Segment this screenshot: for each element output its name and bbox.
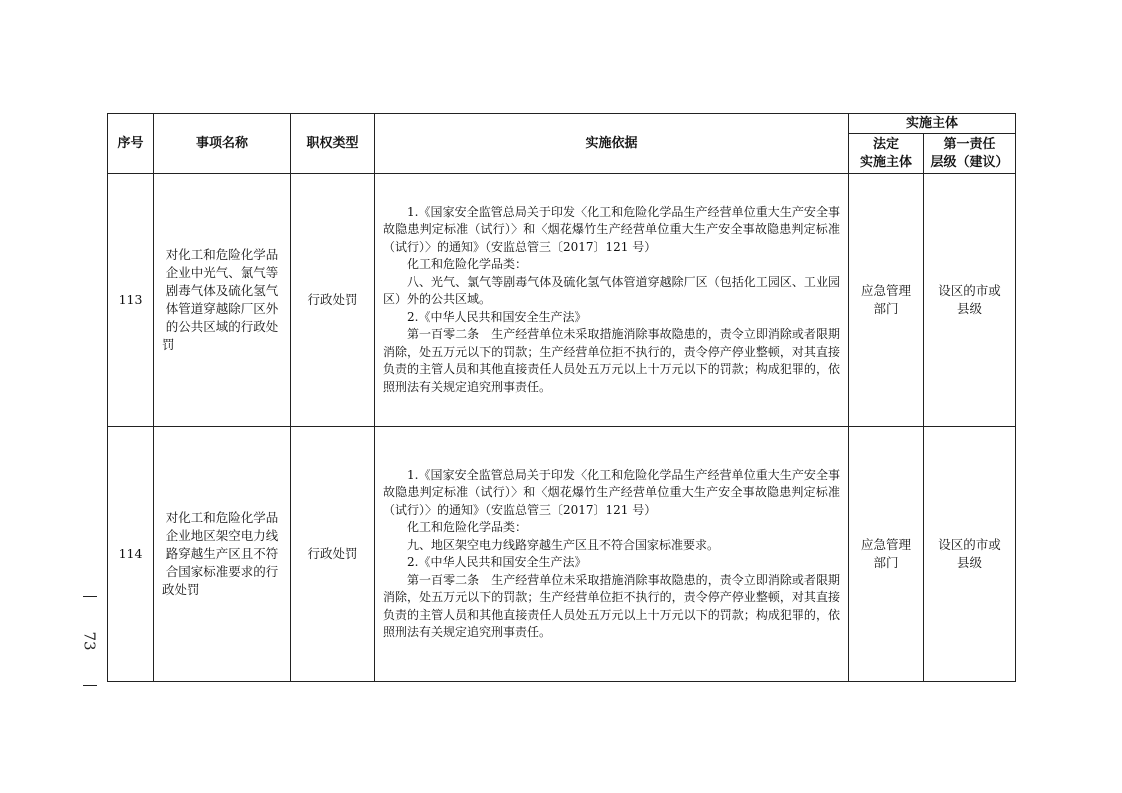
row-legal-subject: 应急管理部门 bbox=[849, 174, 924, 427]
row-first-level: 设区的市或县级 bbox=[924, 427, 1016, 682]
page-number bbox=[78, 596, 102, 686]
basis-paragraph: 八、光气、氯气等剧毒气体及硫化氢气体管道穿越除厂区（包括化工园区、工业园区）外的公共区域。 bbox=[383, 274, 840, 307]
basis-paragraph: 九、地区架空电力线路穿越生产区且不符合国家标准要求。 bbox=[407, 537, 720, 552]
header-seq: 序号 bbox=[108, 114, 154, 174]
basis-paragraph: 化工和危险化学品类： bbox=[407, 257, 528, 272]
row-item-name: 对化工和危险化学品企业中光气、氯气等剧毒气体及硫化氢气体管道穿越除厂区外的公共区域的行政处罚 bbox=[154, 174, 291, 427]
basis-paragraph: 1.《国家安全监管总局关于印发〈化工和危险化学品生产经营单位重大生产安全事故隐患判定标准（试行）〉和〈烟花爆竹生产经营单位重大生产安全事故隐患判定标准（试行）〉的通知》（安监总管三〔2017〕121 号） bbox=[383, 204, 840, 254]
authority-table bbox=[107, 113, 1016, 682]
row-item-name: 对化工和危险化学品企业地区架空电力线路穿越生产区且不符合国家标准要求的行政处罚 bbox=[154, 427, 291, 682]
page-dash-bottom bbox=[83, 685, 97, 686]
header-first-level: 第一责任 层级（建议） bbox=[924, 134, 1016, 174]
row-legal-subject: 应急管理部门 bbox=[849, 427, 924, 682]
header-legal-subject: 法定 实施主体 bbox=[849, 134, 924, 174]
row-first-level: 设区的市或县级 bbox=[924, 174, 1016, 427]
row-seq: 114 bbox=[108, 427, 154, 682]
basis-paragraph: 1.《国家安全监管总局关于印发〈化工和危险化学品生产经营单位重大生产安全事故隐患判定标准（试行）〉和〈烟花爆竹生产经营单位重大生产安全事故隐患判定标准（试行）〉的通知》（安监总管三〔2017〕121 号） bbox=[383, 467, 840, 517]
row-power-type: 行政处罚 bbox=[291, 174, 375, 427]
header-subject-group: 实施主体 bbox=[849, 114, 1016, 134]
basis-paragraph: 2.《中华人民共和国安全生产法》 bbox=[407, 309, 587, 324]
basis-paragraph: 化工和危险化学品类： bbox=[407, 520, 528, 534]
row-basis bbox=[375, 174, 849, 427]
table-row bbox=[108, 427, 1016, 682]
basis-paragraph: 第一百零二条 生产经营单位未采取措施消除事故隐患的，责令立即消除或者限期消除，处五万元以下的罚款；生产经营单位拒不执行的，责令停产停业整顿，对其直接负责的主管人员和其他直接责任人员处五万元以上十万元以下的罚款；构成犯罪的，依照刑法有关规定追究刑事责任。 bbox=[383, 572, 840, 639]
row-power-type: 行政处罚 bbox=[291, 427, 375, 682]
page-number-text: 73 bbox=[81, 631, 99, 651]
header-item-name: 事项名称 bbox=[154, 114, 291, 174]
header-basis: 实施依据 bbox=[375, 114, 849, 174]
row-basis bbox=[375, 427, 849, 682]
row-seq: 113 bbox=[108, 174, 154, 427]
basis-paragraph: 第一百零二条 生产经营单位未采取措施消除事故隐患的，责令立即消除或者限期消除，处五万元以下的罚款；生产经营单位拒不执行的，责令停产停业整顿，对其直接负责的主管人员和其他直接责任人员处五万元以上十万元以下的罚款；构成犯罪的，依照刑法有关规定追究刑事责任。 bbox=[383, 327, 840, 394]
basis-paragraph: 2.《中华人民共和国安全生产法》 bbox=[407, 555, 587, 569]
header-row-top bbox=[108, 114, 1016, 134]
table-row bbox=[108, 174, 1016, 427]
header-power-type: 职权类型 bbox=[291, 114, 375, 174]
page-dash-top bbox=[83, 596, 97, 597]
